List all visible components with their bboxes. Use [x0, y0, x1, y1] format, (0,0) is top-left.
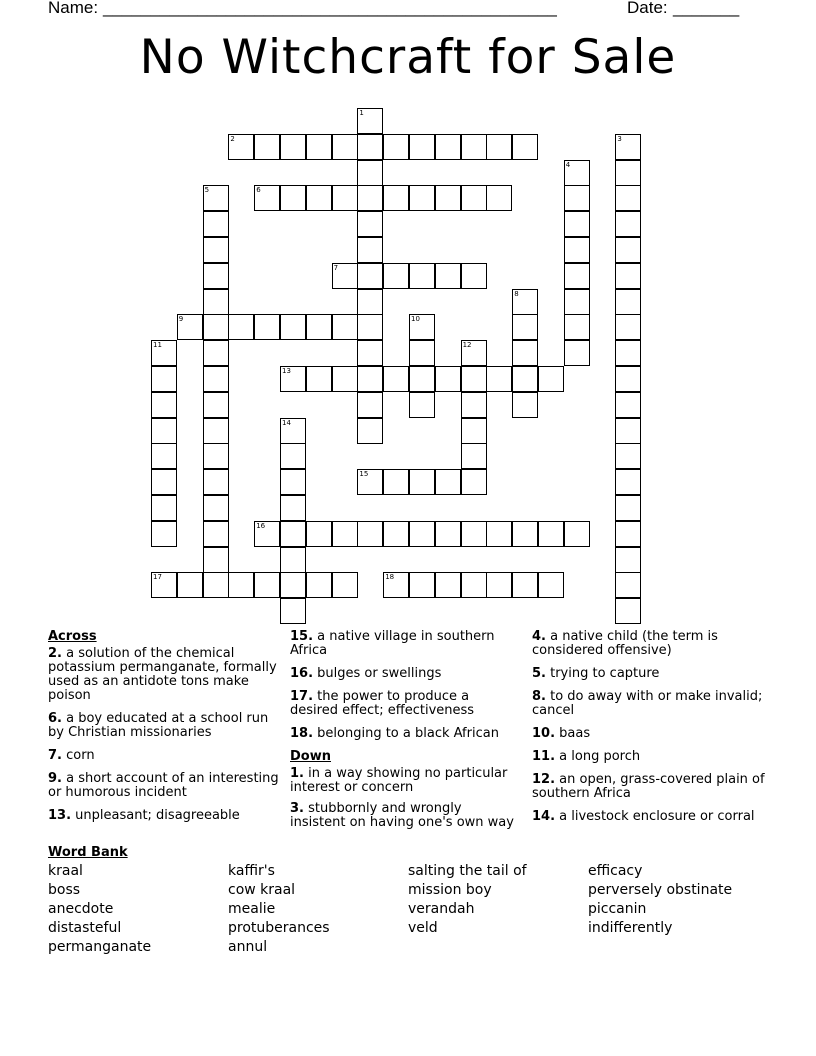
- clue-text: a native child (the term is considered offensive): [532, 629, 718, 658]
- clue-text: an open, grass-covered plain of southern Africa: [532, 772, 765, 801]
- clue-number: 1.: [290, 766, 304, 781]
- grid-cell[interactable]: [409, 340, 435, 366]
- grid-cell[interactable]: [357, 160, 383, 186]
- word-bank-item: distasteful: [48, 920, 122, 936]
- name-field[interactable]: ________________________________________________: [103, 0, 557, 17]
- grid-cell[interactable]: [461, 185, 487, 211]
- down-clue: [532, 750, 772, 764]
- grid-cell[interactable]: [564, 211, 590, 237]
- word-bank-item: boss: [48, 882, 81, 898]
- grid-cell[interactable]: [332, 572, 358, 598]
- clue-number: 1: [359, 109, 364, 117]
- grid-cell[interactable]: [409, 572, 435, 598]
- grid-cell[interactable]: [203, 418, 229, 444]
- down-clue: [532, 630, 772, 658]
- grid-cell[interactable]: [615, 366, 641, 392]
- page-title: No Witchcraft for Sale: [139, 30, 677, 85]
- grid-cell[interactable]: [203, 547, 229, 573]
- word-bank-item: permanganate: [48, 939, 152, 955]
- word-bank-item: protuberances: [228, 920, 330, 936]
- down-clue: [532, 727, 772, 741]
- across-clue: [48, 772, 280, 800]
- grid-cell[interactable]: [306, 366, 332, 392]
- grid-cell[interactable]: [151, 366, 177, 392]
- grid-cell[interactable]: [615, 443, 641, 469]
- grid-cell[interactable]: [280, 314, 306, 340]
- grid-cell[interactable]: [409, 521, 435, 547]
- clue-number: 14.: [532, 809, 556, 824]
- grid-cell[interactable]: [383, 263, 409, 289]
- grid-cell[interactable]: [203, 289, 229, 315]
- grid-cell[interactable]: [461, 521, 487, 547]
- grid-cell[interactable]: [280, 572, 306, 598]
- down-clue: [532, 773, 772, 801]
- word-bank-item: kaffir's: [228, 863, 275, 879]
- grid-cell[interactable]: [357, 263, 383, 289]
- date-field[interactable]: _______: [673, 0, 740, 17]
- clue-number: 11: [153, 341, 162, 350]
- grid-cell[interactable]: [306, 521, 332, 547]
- grid-cell[interactable]: [151, 521, 177, 547]
- down-clue: [532, 810, 772, 824]
- grid-cell[interactable]: [306, 185, 332, 211]
- clue-number: 9: [178, 315, 184, 324]
- grid-cell[interactable]: [357, 237, 383, 263]
- clue-number: 16: [256, 521, 266, 530]
- across-clue: [290, 630, 520, 658]
- grid-cell[interactable]: [486, 572, 512, 598]
- grid-cell[interactable]: [512, 314, 538, 340]
- across-clue: [290, 727, 520, 741]
- across-heading: Across: [48, 629, 97, 644]
- across-clue: [48, 809, 280, 823]
- clue-column-1: [48, 630, 280, 823]
- grid-cell[interactable]: [564, 263, 590, 289]
- clue-number: 2.: [48, 646, 62, 661]
- grid-cell[interactable]: [357, 134, 383, 160]
- word-bank-item: piccanin: [588, 901, 647, 917]
- grid-cell[interactable]: [461, 392, 487, 418]
- clue-column-3: [532, 630, 772, 824]
- clue-number: 4: [565, 160, 571, 169]
- grid-cell[interactable]: [461, 134, 487, 160]
- across-clue: [290, 667, 520, 681]
- clue-number: 3: [617, 134, 622, 143]
- grid-cell[interactable]: [357, 340, 383, 366]
- word-bank-item: indifferently: [588, 920, 673, 936]
- grid-cell[interactable]: [203, 443, 229, 469]
- across-clue: [48, 749, 280, 763]
- grid-cell[interactable]: [203, 366, 229, 392]
- clue-number: 8.: [532, 689, 546, 704]
- clue-text: to do away with or make invalid; cancel: [532, 689, 763, 718]
- down-clue: [532, 667, 772, 681]
- clue-number: 18.: [290, 726, 314, 741]
- grid-cell[interactable]: [512, 366, 538, 392]
- grid-cell[interactable]: [615, 418, 641, 444]
- across-clue: [48, 647, 280, 703]
- grid-cell[interactable]: [383, 521, 409, 547]
- clue-number: 17.: [290, 689, 314, 704]
- grid-cell[interactable]: [203, 392, 229, 418]
- grid-cell[interactable]: [357, 521, 383, 547]
- clue-number: 3.: [290, 801, 304, 816]
- grid-cell[interactable]: [615, 160, 641, 186]
- clue-number: 8: [514, 289, 519, 298]
- grid-cell[interactable]: [615, 469, 641, 495]
- clue-text: belonging to a black African: [313, 726, 499, 741]
- grid-cell[interactable]: [435, 134, 461, 160]
- grid-cell[interactable]: [486, 366, 512, 392]
- grid-cell[interactable]: [435, 263, 461, 289]
- clue-number: 14: [282, 418, 291, 427]
- grid-cell[interactable]: [357, 366, 383, 392]
- grid-cell[interactable]: [280, 469, 306, 495]
- clue-number: 7: [333, 263, 339, 272]
- grid-cell[interactable]: [357, 314, 383, 340]
- word-bank-item: cow kraal: [228, 882, 296, 898]
- grid-cell[interactable]: [383, 366, 409, 392]
- clue-number: 2: [230, 134, 235, 143]
- grid-cell[interactable]: [357, 185, 383, 211]
- grid-cell[interactable]: [151, 392, 177, 418]
- grid-cell[interactable]: [564, 314, 590, 340]
- grid-cell[interactable]: [512, 572, 538, 598]
- grid-cell[interactable]: [332, 521, 358, 547]
- grid-cell[interactable]: [203, 211, 229, 237]
- word-bank-item: perversely obstinate: [588, 882, 733, 898]
- grid-cell[interactable]: [280, 185, 306, 211]
- grid-cell[interactable]: [228, 314, 254, 340]
- grid-cell[interactable]: [306, 572, 332, 598]
- grid-cell[interactable]: [306, 134, 332, 160]
- clue-text: a short account of an interesting or humorous incident: [48, 771, 279, 800]
- grid-cell[interactable]: [177, 572, 203, 598]
- clue-number: 5.: [532, 666, 546, 681]
- clue-text: in a way showing no particular interest or concern: [290, 766, 508, 795]
- grid-cell[interactable]: [203, 469, 229, 495]
- grid-cell[interactable]: [435, 572, 461, 598]
- grid-cell[interactable]: [435, 469, 461, 495]
- grid-cell[interactable]: [564, 185, 590, 211]
- clue-number: 16.: [290, 666, 314, 681]
- grid-cell[interactable]: [615, 185, 641, 211]
- grid-cell[interactable]: [151, 469, 177, 495]
- grid-cell[interactable]: [461, 443, 487, 469]
- grid-cell[interactable]: [461, 263, 487, 289]
- grid-cell[interactable]: [615, 263, 641, 289]
- grid-cell[interactable]: [461, 572, 487, 598]
- grid-cell[interactable]: [151, 418, 177, 444]
- grid-cell[interactable]: [486, 185, 512, 211]
- grid-cell[interactable]: [512, 340, 538, 366]
- clue-text: a long porch: [555, 749, 641, 764]
- down-clue: [532, 690, 772, 718]
- clue-number: 13: [282, 367, 291, 375]
- grid-cell[interactable]: [435, 366, 461, 392]
- grid-cell[interactable]: [538, 521, 564, 547]
- grid-cell[interactable]: [615, 521, 641, 547]
- grid-cell[interactable]: [615, 211, 641, 237]
- grid-cell[interactable]: [409, 263, 435, 289]
- clue-text: corn: [61, 748, 95, 763]
- clue-number: 5: [204, 186, 210, 195]
- clue-number: 7.: [48, 748, 62, 763]
- clue-number: 6: [256, 186, 261, 195]
- down-clue: [290, 767, 520, 795]
- word-bank-item: annul: [228, 939, 268, 955]
- grid-cell[interactable]: [461, 418, 487, 444]
- grid-cell[interactable]: [486, 134, 512, 160]
- clue-text: unpleasant; disagreeable: [71, 808, 240, 823]
- grid-cell[interactable]: [512, 521, 538, 547]
- word-bank-column-3: [408, 862, 527, 938]
- grid-cell[interactable]: [615, 495, 641, 521]
- across-clue: [290, 690, 520, 718]
- clue-number: 12.: [532, 772, 556, 787]
- clue-text: stubbornly and wrongly insistent on having one's own way: [290, 801, 514, 830]
- grid-cell[interactable]: [615, 547, 641, 573]
- grid-cell[interactable]: [564, 237, 590, 263]
- word-bank-item: verandah: [408, 901, 475, 917]
- grid-cell[interactable]: [357, 289, 383, 315]
- grid-cell[interactable]: [512, 392, 538, 418]
- grid-cell[interactable]: [486, 521, 512, 547]
- grid-cell[interactable]: [615, 237, 641, 263]
- word-bank-item: kraal: [48, 863, 83, 879]
- grid-cell[interactable]: [306, 314, 332, 340]
- grid-cell[interactable]: [538, 572, 564, 598]
- clue-text: a boy educated at a school run by Christian missionaries: [48, 711, 269, 740]
- grid-cell[interactable]: [615, 314, 641, 340]
- grid-cell[interactable]: [228, 572, 254, 598]
- clue-number: 13.: [48, 808, 72, 823]
- clue-column-2: [290, 630, 520, 830]
- clue-text: a native village in southern Africa: [290, 629, 495, 658]
- clue-number: 15: [359, 470, 369, 479]
- grid-cell[interactable]: [203, 237, 229, 263]
- grid-cell[interactable]: [383, 134, 409, 160]
- word-bank-column-1: [48, 862, 151, 957]
- grid-cell[interactable]: [564, 340, 590, 366]
- grid-cell[interactable]: [254, 134, 280, 160]
- word-bank-item: veld: [408, 920, 438, 936]
- grid-cell[interactable]: [332, 134, 358, 160]
- grid-cell[interactable]: [280, 495, 306, 521]
- grid-cell[interactable]: [203, 314, 229, 340]
- clue-number: 15.: [290, 629, 314, 644]
- grid-cell[interactable]: [461, 366, 487, 392]
- grid-cell[interactable]: [280, 547, 306, 573]
- grid-cell[interactable]: [409, 366, 435, 392]
- word-bank-column-4: [588, 862, 732, 938]
- grid-cell[interactable]: [280, 521, 306, 547]
- grid-cell[interactable]: [280, 134, 306, 160]
- grid-cell[interactable]: [615, 598, 641, 624]
- date-label: Date:: [627, 0, 668, 17]
- down-clue: [290, 802, 520, 830]
- clue-number: 9.: [48, 771, 62, 786]
- grid-cell[interactable]: [512, 134, 538, 160]
- grid-cell[interactable]: [203, 495, 229, 521]
- across-clue: [48, 712, 280, 740]
- word-bank-title: Word Bank: [48, 845, 128, 860]
- grid-cell[interactable]: [357, 211, 383, 237]
- grid-cell[interactable]: [254, 572, 280, 598]
- clue-number: 10.: [532, 726, 556, 741]
- clue-text: a solution of the chemical potassium permanganate, formally used as an antidote tons make poison: [48, 646, 277, 703]
- grid-cell[interactable]: [409, 134, 435, 160]
- grid-cell[interactable]: [615, 340, 641, 366]
- clue-number: 17: [153, 573, 162, 582]
- grid-cell[interactable]: [357, 418, 383, 444]
- word-bank-item: salting the tail of: [408, 863, 527, 879]
- grid-cell[interactable]: [615, 289, 641, 315]
- grid-cell[interactable]: [564, 521, 590, 547]
- grid-cell[interactable]: [280, 598, 306, 624]
- grid-cell[interactable]: [461, 469, 487, 495]
- clue-text: trying to capture: [545, 666, 660, 681]
- name-label: Name:: [48, 0, 99, 17]
- grid-cell[interactable]: [435, 521, 461, 547]
- grid-cell[interactable]: [151, 443, 177, 469]
- word-bank-item: efficacy: [588, 863, 643, 879]
- grid-cell[interactable]: [435, 185, 461, 211]
- grid-cell[interactable]: [615, 392, 641, 418]
- grid-cell[interactable]: [151, 495, 177, 521]
- grid-cell[interactable]: [203, 572, 229, 598]
- word-bank-column-2: [228, 862, 330, 957]
- grid-cell[interactable]: [564, 289, 590, 315]
- grid-cell[interactable]: [383, 469, 409, 495]
- grid-cell[interactable]: [383, 185, 409, 211]
- clue-text: a livestock enclosure or corral: [555, 809, 755, 824]
- word-bank-item: mealie: [228, 901, 276, 917]
- clue-number: 11.: [532, 749, 556, 764]
- grid-cell[interactable]: [409, 392, 435, 418]
- down-heading: Down: [290, 749, 331, 764]
- clue-number: 12: [462, 341, 472, 350]
- grid-cell[interactable]: [409, 185, 435, 211]
- grid-cell[interactable]: [203, 521, 229, 547]
- clue-number: 4.: [532, 629, 546, 644]
- word-bank-item: anecdote: [48, 901, 114, 917]
- grid-cell[interactable]: [254, 314, 280, 340]
- clue-text: the power to produce a desired effect; effectiveness: [290, 689, 475, 718]
- clue-text: bulges or swellings: [313, 666, 442, 681]
- grid-cell[interactable]: [203, 263, 229, 289]
- grid-cell[interactable]: [332, 185, 358, 211]
- word-bank-item: mission boy: [408, 882, 492, 898]
- grid-cell[interactable]: [332, 366, 358, 392]
- grid-cell[interactable]: [203, 340, 229, 366]
- clue-number: 18: [385, 573, 395, 582]
- clue-number: 10: [411, 315, 420, 324]
- grid-cell[interactable]: [538, 366, 564, 392]
- grid-cell[interactable]: [280, 443, 306, 469]
- clue-text: baas: [555, 726, 591, 741]
- clue-number: 6.: [48, 711, 62, 726]
- grid-cell[interactable]: [615, 572, 641, 598]
- grid-cell[interactable]: [409, 469, 435, 495]
- grid-cell[interactable]: [332, 314, 358, 340]
- grid-cell[interactable]: [357, 392, 383, 418]
